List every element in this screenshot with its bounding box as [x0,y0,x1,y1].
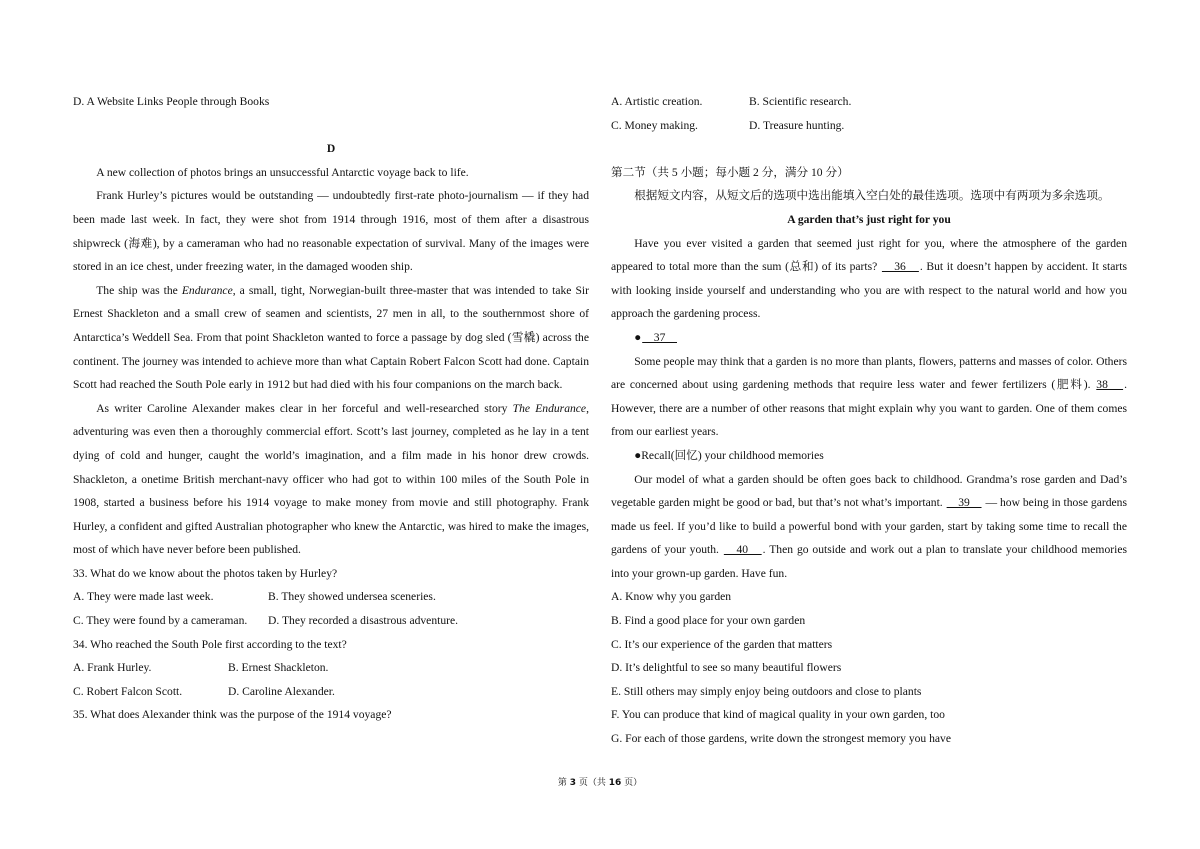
passage-paragraph-3: The ship was the Endurance, a small, tight, Norwegian-built three-master that was intended to take Sir Ernest Shackleton and a small crew of seamen and scientists, 27 men in all, to the southernmost shore of Antarctica’s Weddell Sea. From that point Shackleton wanted to force a passage by dog sled (雪橇) across the continent. The journey was intended to achieve more than what Captain Robert Falcon Scott had done. Captain Scott had reached the South Pole early in 1912 but had died with his four companions on the march back. [73,283,589,392]
spacer [611,137,1127,161]
passage-title: A garden that’s just right for you [787,212,951,226]
total-pages: 16 [608,778,622,788]
section-letter: D [326,142,336,156]
garden-paragraph-1: Have you ever visited a garden that seemed just right for you, where the atmosphere of the garden appeared to total more than the sum (总和) of its parts? 36 . But it doesn’t happen by accident. It starts with looking inside yourself and understanding who you are with respect to the natural world and how you approach the gardening process. [611,236,1127,321]
q34-options-row-1 [73,656,589,680]
garden-paragraph-3: Our model of what a garden should be often goes back to childhood. Grandma’s rose garden and Dad’s vegetable garden might be good or bad, but that’s not what’s important. 39 — how being in those gardens made us feel. If you’d like to build a powerful bond with your garden, start by taking some time to recall the gardens of your youth. 40 . Then go outside and work out a plan to translate your childhood memories into your grown-up garden. Have fun. [611,472,1127,580]
passage-paragraph-2: Frank Hurley’s pictures would be outstanding — undoubtedly first-rate photo-journalism — if they had been made last week. In fact, they were shot from 1914 through 1916, most of them after a disastrous shipwreck (海难), by a cameraman who had no reasonable expectation of survival. Many of the images were stored in an ice chest, under freezing water, in the damaged wooden ship. [73,189,589,274]
bullet-37: ● 37 [634,330,677,344]
blank-37: 37 [642,330,677,344]
option-e: E. Still others may simply enjoy being outdoors and close to plants [611,684,922,698]
right-column [611,90,1127,751]
q33-option-d: D. They recorded a disastrous adventure. [268,614,459,628]
q33-options-row-2 [73,609,589,633]
option-f: F. You can produce that kind of magical quality in your own garden, too [611,708,945,722]
prev-option-d: D. A Website Links People through Books [73,95,270,108]
question-34: 34. Who reached the South Pole first according to the text? [73,637,347,651]
q33-options-row-1 [73,585,589,609]
question-35: 35. What does Alexander think was the purpose of the 1914 voyage? [73,708,392,722]
option-b: B. Find a good place for your own garden [611,614,806,628]
garden-paragraph-2: Some people may think that a garden is no more than plants, flowers, patterns and masses of color. Others are concerned about using gardening methods that require less water and fewer fertilizers (肥料). 38 . However, there are a number of other reasons that might explain why you want to garden. One of them comes from our earliest years. [611,354,1127,439]
blank-39: 39 [946,496,982,510]
option-c: C. It’s our experience of the garden that matters [611,637,833,651]
option-d: D. It’s delightful to see so many beautiful flowers [611,661,842,675]
blank-36: 36 [881,260,919,274]
q34-option-d: D. Caroline Alexander. [228,684,335,698]
q33-option-c: C. They were found by a cameraman. [73,614,248,628]
q35-option-c: C. Money making. [611,118,698,132]
q35-options-row-2 [611,114,1127,138]
q35-option-b: B. Scientific research. [749,95,852,108]
page-number: 3 [569,778,576,788]
left-column [73,90,589,727]
q35-option-a: A. Artistic creation. [611,95,703,108]
spacer [73,114,589,138]
section-2-title: 第二节（共 5 小题；每小题 2 分，满分 10 分） [611,165,849,179]
q35-option-d: D. Treasure hunting. [749,118,845,132]
option-g: G. For each of those gardens, write down the strongest memory you have [611,732,952,746]
question-33: 33. What do we know about the photos taken by Hurley? [73,566,338,580]
section-2-instructions: 根据短文内容，从短文后的选项中选出能填入空白处的最佳选项。选项中有两项为多余选项。 [634,189,1110,203]
passage-paragraph-1: A new collection of photos brings an unsuccessful Antarctic voyage back to life. [96,165,469,179]
q33-option-a: A. They were made last week. [73,590,214,604]
option-a: A. Know why you garden [611,590,732,604]
page-footer: 第 3 页（共 16 页） [557,778,643,788]
blank-40: 40 [723,543,762,557]
q34-option-b: B. Ernest Shackleton. [228,661,329,675]
q34-options-row-2 [73,680,589,704]
book-title: The Endurance [512,401,587,415]
ship-name: Endurance [181,283,233,297]
bullet-recall: ●Recall(回忆) your childhood memories [634,448,824,462]
q34-option-c: C. Robert Falcon Scott. [73,684,183,698]
q35-options-row-1 [611,90,1127,114]
q34-option-a: A. Frank Hurley. [73,661,152,675]
passage-paragraph-4: As writer Caroline Alexander makes clear in her forceful and well-researched story The Endurance, adventuring was even then a thoroughly commercial effort. Scott’s last journey, completed as he lay in a tent dying of cold and hunger, caught the world’s imagination, and a film made in his honor drew crowds. Shackleton, a onetime British merchant-navy officer who had got to within 100 miles of the South Pole in 1908, started a business before his 1914 voyage to make money from movie and still photography. Frank Hurley, a confident and gifted Australian photographer who knew the Antarctic, was hired to make the images, most of which have never before been published. [73,401,589,557]
blank-38: 38 [1096,378,1124,392]
q33-option-b: B. They showed undersea sceneries. [268,590,436,604]
